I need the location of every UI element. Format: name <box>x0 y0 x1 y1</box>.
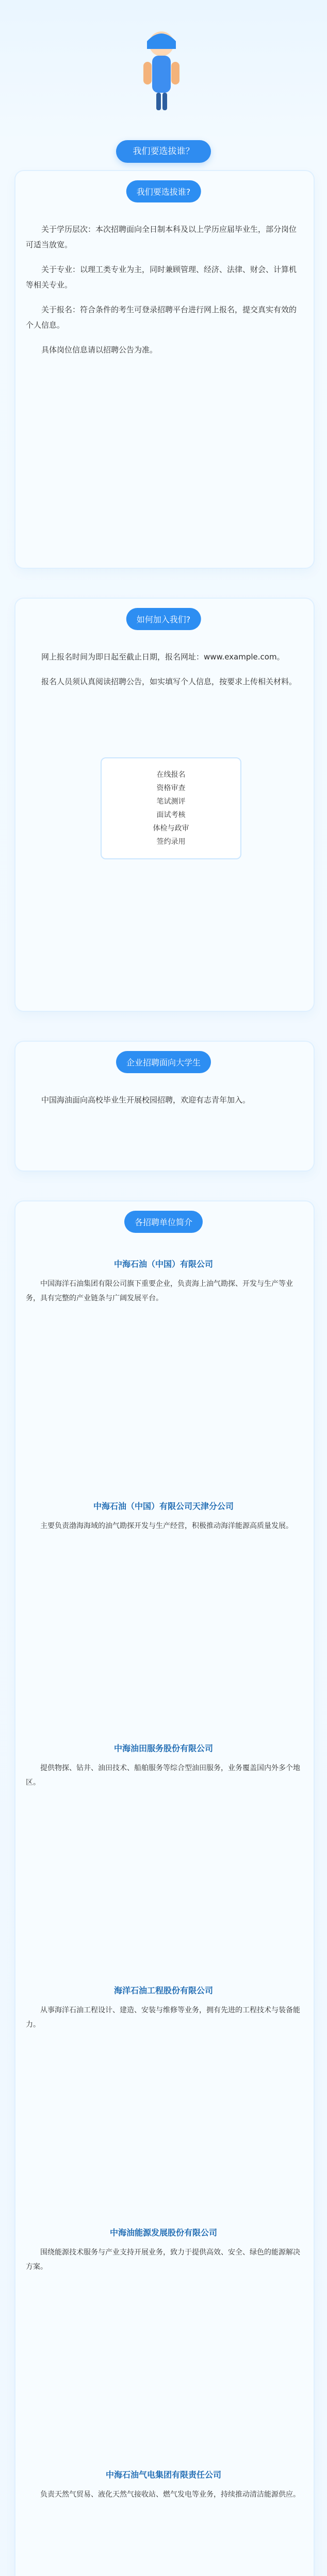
section2-p2: 报名人员须认真阅读招聘公告，如实填写个人信息，按要求上传相关材料。 <box>41 677 297 686</box>
company-3 <box>26 1741 301 1790</box>
flow-step: 在线报名 <box>156 771 186 779</box>
flow-box <box>101 757 241 859</box>
section-card-4 <box>14 1200 315 2576</box>
company-4 <box>26 1984 301 2032</box>
company-desc: 主要负责渤海海域的油气勘探开发与生产经营，积极推动海洋能源高质量发展。 <box>40 1522 293 1530</box>
company-2 <box>26 1499 301 1533</box>
mascot-illustration <box>134 26 189 118</box>
company-name: 中海石油（中国）有限公司 <box>113 1259 213 1269</box>
company-name: 中海油田服务股份有限公司 <box>113 1743 213 1753</box>
section1-p3: 关于报名：符合条件的考生可登录招聘平台进行网上报名，提交真实有效的个人信息。 <box>26 305 297 330</box>
section-text-1 <box>26 222 301 367</box>
company-desc: 围绕能源技术服务与产业支持开展业务，致力于提供高效、安全、绿色的能源解决方案。 <box>26 2248 300 2271</box>
flow-step: 面试考核 <box>156 811 186 819</box>
flow-step: 体检与政审 <box>153 824 189 833</box>
section-title-3: 企业招聘面向大学生 <box>116 1051 211 1073</box>
company-desc: 负责天然气贸易、液化天然气接收站、燃气发电等业务，持续推动清洁能源供应。 <box>40 2490 300 2499</box>
section-title-2: 如何加入我们? <box>126 608 201 630</box>
flow-step: 签约录用 <box>156 838 186 846</box>
section1-p1: 关于学历层次：本次招聘面向全日制本科及以上学历应届毕业生，部分岗位可适当放宽。 <box>26 225 297 249</box>
section-text-3 <box>26 1092 301 1117</box>
company-1 <box>26 1257 301 1306</box>
company-name: 海洋石油工程股份有限公司 <box>113 1986 213 1995</box>
section-title-4: 各招聘单位简介 <box>124 1211 203 1233</box>
flow-step: 资格审查 <box>156 784 186 792</box>
company-name: 中海石油气电集团有限责任公司 <box>105 2470 221 2480</box>
section-text-2 <box>26 649 301 699</box>
section-title-1: 我们要选拔谁? <box>126 180 201 202</box>
section1-p2: 关于专业：以理工类专业为主，同时兼顾管理、经济、法律、财会、计算机等相关专业。 <box>26 265 297 290</box>
flow-step: 笔试测评 <box>156 798 186 806</box>
section2-p1: 网上报名时间为即日起至截止日期，报名网址：www.example.com。 <box>41 652 285 662</box>
section1-p4: 具体岗位信息请以招聘公告为准。 <box>41 345 158 354</box>
company-desc: 提供物探、钻井、油田技术、船舶服务等综合型油田服务，业务覆盖国内外多个地区。 <box>26 1764 300 1787</box>
section3-p1: 中国海油面向高校毕业生开展校园招聘，欢迎有志青年加入。 <box>41 1095 251 1105</box>
company-name: 中海石油（中国）有限公司天津分公司 <box>93 1501 234 1511</box>
company-5 <box>26 2226 301 2274</box>
company-desc: 从事海洋石油工程设计、建造、安装与维修等业务，拥有先进的工程技术与装备能力。 <box>26 2006 300 2029</box>
company-desc: 中国海洋石油集团有限公司旗下重要企业，负责海上油气勘探、开发与生产等业务，具有完整的产业链条与广阔发展平台。 <box>26 1280 293 1302</box>
company-name: 中海油能源发展股份有限公司 <box>109 2228 217 2238</box>
company-6 <box>26 2468 301 2502</box>
hero-bubble: 我们要选拔谁？ <box>116 140 211 163</box>
